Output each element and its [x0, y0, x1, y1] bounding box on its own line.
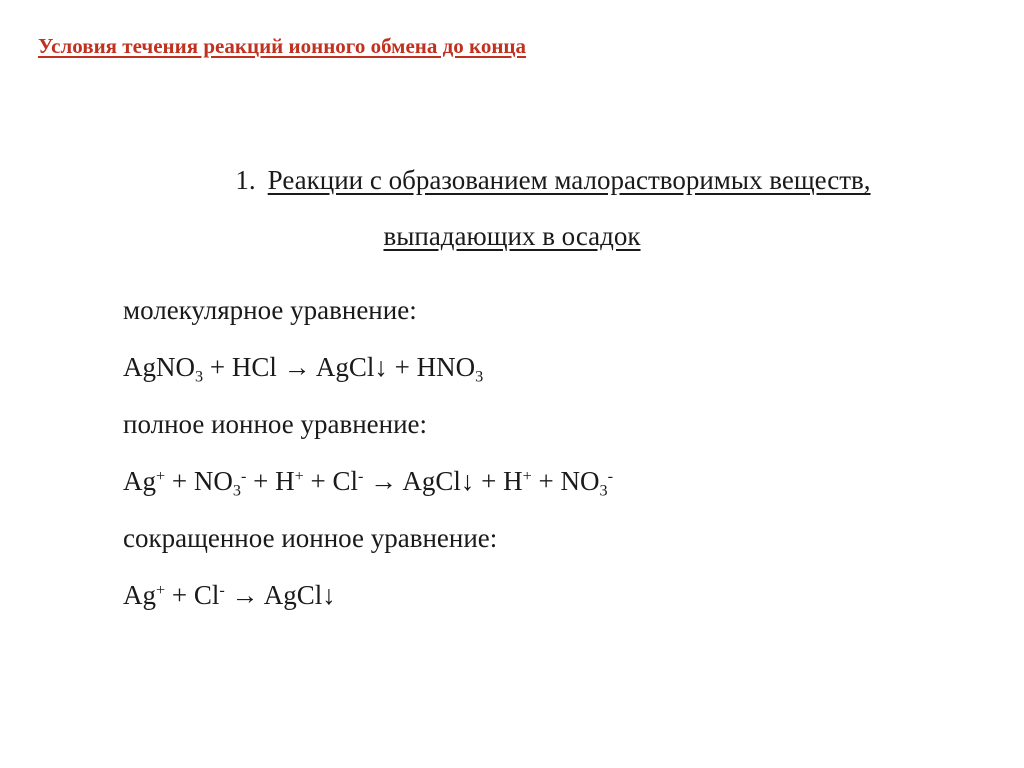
eq-charge: - [240, 467, 247, 486]
eq-term: → AgCl↓ [224, 580, 336, 610]
section-heading-text-line1: Реакции с образованием малорастворимых веществ, [267, 165, 871, 195]
eq-term: → AgCl↓ + H [363, 466, 523, 496]
eq-charge: - [607, 467, 613, 486]
eq-subscript: 3 [195, 367, 204, 386]
equations-block [123, 282, 613, 624]
eq-subscript: 3 [232, 481, 241, 500]
section-heading [0, 152, 1024, 264]
eq-charge: - [357, 467, 364, 486]
short-ionic-equation [123, 567, 613, 624]
eq-charge: + [294, 467, 304, 486]
eq-term: + Cl [165, 580, 220, 610]
eq-term: + NO [531, 466, 600, 496]
eq-charge: + [156, 581, 166, 600]
eq-charge: - [219, 581, 225, 600]
eq-charge: + [156, 467, 166, 486]
section-number: 1. [235, 165, 256, 195]
molecular-equation [123, 339, 613, 396]
full-ionic-equation [123, 453, 613, 510]
section-heading-text-line2: выпадающих в осадок [383, 221, 641, 251]
eq-term: + H [246, 466, 295, 496]
eq-term: Ag [123, 466, 156, 496]
eq-term: AgNO [123, 352, 195, 382]
eq-term: + NO [165, 466, 233, 496]
eq-charge: + [522, 467, 532, 486]
section-heading-line1 [0, 152, 1024, 208]
eq-subscript: 3 [475, 367, 484, 386]
slide-title: Условия течения реакций ионного обмена до конца [38, 34, 527, 58]
full-ionic-equation-label: полное ионное уравнение: [123, 409, 428, 439]
eq-term: + Cl [303, 466, 358, 496]
short-ionic-equation-label: сокращенное ионное уравнение: [123, 523, 498, 553]
eq-term: Ag [123, 580, 156, 610]
eq-term: + HCl → AgCl↓ + HNO [203, 352, 476, 382]
eq-subscript: 3 [599, 481, 608, 500]
molecular-equation-label: молекулярное уравнение: [123, 295, 417, 325]
